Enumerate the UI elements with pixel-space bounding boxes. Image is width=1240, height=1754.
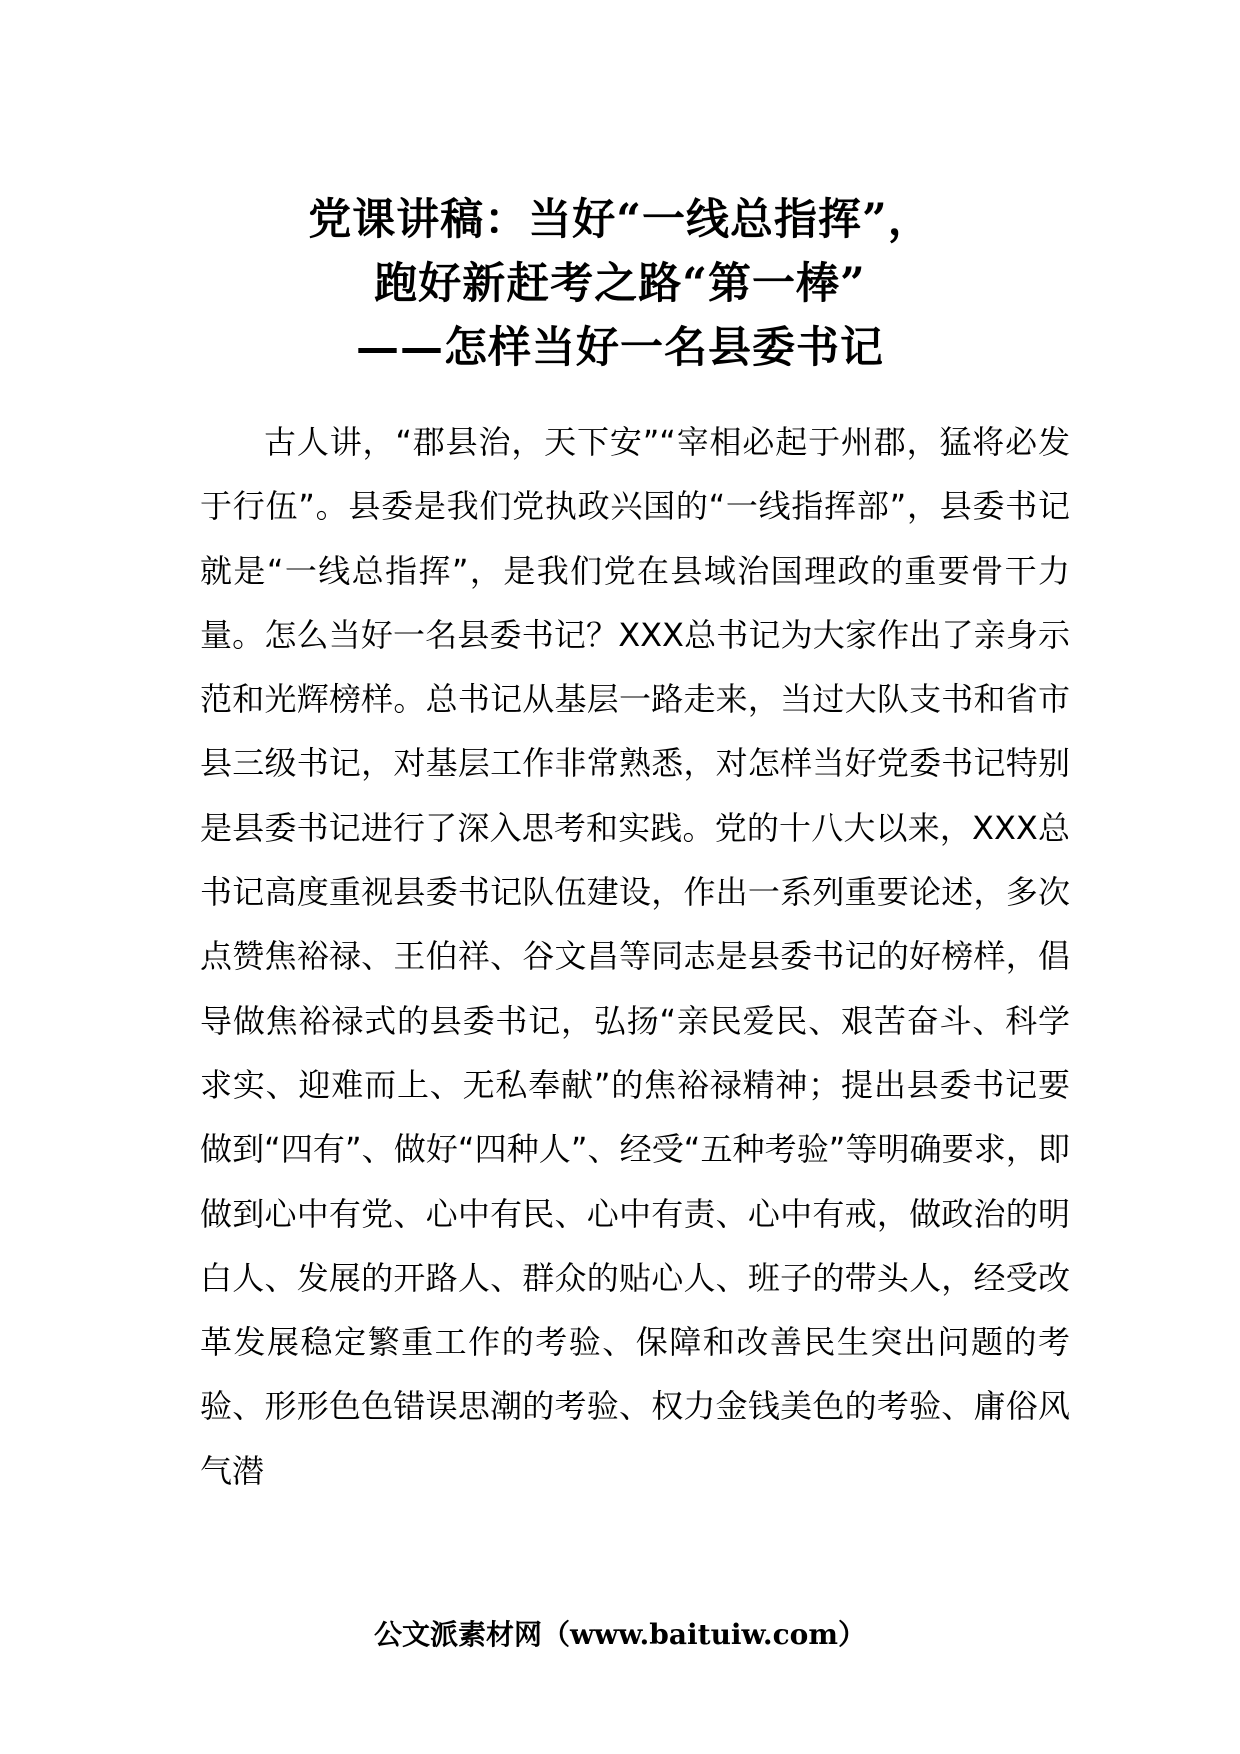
body-paragraph: 古人讲，“郡县治，天下安”“宰相必起于州郡，猛将必发于行伍”。县委是我们党执政兴国的“一线指挥部”，县委书记就是“一线总指挥”，是我们党在县域治国理政的重要骨干力量。怎么当好一名县委书记？XXX总书记为大家作出了亲身示范和光辉榜样。总书记从基层一路走来，当过大队支书和省市县三级书记，对基层工作非常熟悉，对怎样当好党委书记特别是县委书记进行了深入思考和实践。党的十八大以来，XXX总书记高度重视县委书记队伍建设，作出一系列重要论述，多次点赞焦裕禄、王伯祥、谷文昌等同志是县委书记的好榜样，倡导做焦裕禄式的县委书记，弘扬“亲民爱民、艰苦奋斗、科学求实、迎难而上、无私奉献”的焦裕禄精神；提出县委书记要做到“四有”、做好“四种人”、经受“五种考验”等明确要求，即做到心中有党、心中有民、心中有责、心中有戒，做政治的明白人、发展的开路人、群众的贴心人、班子的带头人，经受改革发展稳定繁重工作的考验、保障和改善民生突出问题的考验、形形色色错误思潮的考验、权力金钱美色的考验、庸俗风气潜 — [200, 423, 1070, 1490]
title-line-3: ——怎样当好一名县委书记 — [356, 323, 884, 373]
title-line-1: 党课讲稿：当好“一线总指挥”， — [308, 195, 932, 245]
footer-source: 公文派素材网（www.baituiw.com） — [374, 1618, 866, 1651]
document-title — [160, 188, 1080, 380]
title-line-2: 跑好新赶考之路“第一棒” — [374, 259, 866, 309]
